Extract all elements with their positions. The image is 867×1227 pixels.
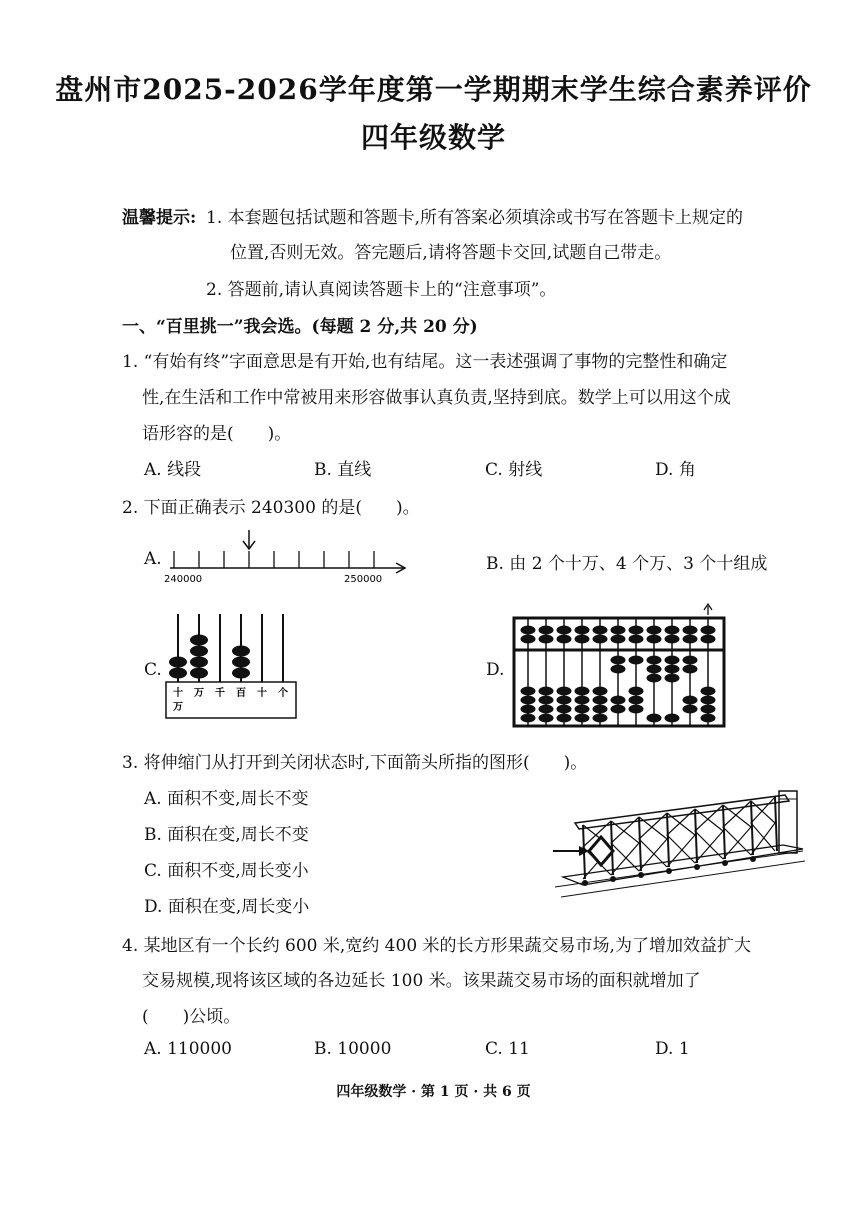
q3-stem: 3. 将伸缩门从打开到关闭状态时,下面箭头所指的图形( )。 (122, 753, 588, 773)
place-label-bai: 百 (236, 688, 246, 699)
q1-line2: 性,在生活和工作中常被用来形容做事认真负责,坚持到底。数学上可以用这个成 (142, 388, 731, 408)
number-line-start: 240000 (164, 574, 203, 585)
q2-option-a-label: A. (144, 549, 162, 569)
place-label-wan: 万 (194, 688, 204, 699)
q4-line2: 交易规模,现将该区域的各边延长 100 米。该果蔬交易市场的面积就增加了 (142, 971, 701, 991)
place-label-shiwan-2: 万 (173, 702, 183, 713)
q4-option-c: C. 11 (485, 1039, 530, 1059)
exam-title: 盘州市2025-2026学年度第一学期期末学生综合素养评价 (55, 73, 812, 106)
q4-option-b: B. 10000 (314, 1039, 392, 1059)
q1-option-b: B. 直线 (314, 460, 372, 480)
q2-option-c-label: C. (144, 660, 162, 680)
place-label-shiwan: 十 (173, 688, 183, 699)
exam-subtitle: 四年级数学 (360, 121, 506, 154)
tips-item2: 2. 答题前,请认真阅读答题卡上的“注意事项”。 (206, 280, 557, 300)
q4-option-a: A. 110000 (144, 1039, 232, 1059)
q1-option-a: A. 线段 (144, 460, 202, 480)
place-label-qian: 千 (215, 688, 225, 699)
tips-item1-line1: 1. 本套题包括试题和答题卡,所有答案必须填涂或书写在答题卡上规定的 (206, 208, 744, 228)
q3-option-d: D. 面积在变,周长变小 (144, 897, 310, 917)
q2-option-d-label: D. (486, 660, 505, 680)
q1-line3: 语形容的是( )。 (142, 424, 292, 444)
page-footer: 四年级数学 · 第 1 页 · 共 6 页 (336, 1084, 531, 1100)
q1-option-d: D. 角 (655, 460, 696, 480)
q4-line1: 4. 某地区有一个长约 600 米,宽约 400 米的长方形果蔬交易市场,为了增加效益扩大 (122, 936, 751, 956)
place-label-shi: 十 (257, 688, 267, 699)
q2-option-b: B. 由 2 个十万、4 个万、3 个十组成 (486, 554, 768, 574)
section-heading: 一、“百里挑一”我会选。(每题 2 分,共 20 分) (122, 317, 478, 337)
q3-option-b: B. 面积在变,周长不变 (144, 825, 309, 845)
q1-option-c: C. 射线 (485, 460, 543, 480)
q2-stem: 2. 下面正确表示 240300 的是( )。 (122, 498, 420, 518)
place-label-ge: 个 (278, 688, 288, 699)
q3-option-c: C. 面积不变,周长变小 (144, 861, 309, 881)
tips-item1-line2: 位置,否则无效。答完题后,请将答题卡交回,试题自己带走。 (230, 243, 672, 263)
abacus-figure (508, 602, 730, 730)
number-line-figure (160, 526, 412, 586)
retractable-gate-figure (553, 785, 813, 900)
number-line-end: 250000 (344, 574, 383, 585)
tips-label: 温馨提示: (122, 208, 197, 228)
counting-frame-figure (162, 610, 300, 722)
q1-line1: 1. “有始有终”字面意思是有开始,也有结尾。这一表述强调了事物的完整性和确定 (122, 352, 728, 372)
q4-option-d: D. 1 (655, 1039, 690, 1059)
q3-option-a: A. 面积不变,周长不变 (144, 789, 309, 809)
highlighted-rhombus (589, 837, 613, 865)
q4-line3: ( )公顷。 (142, 1007, 241, 1027)
